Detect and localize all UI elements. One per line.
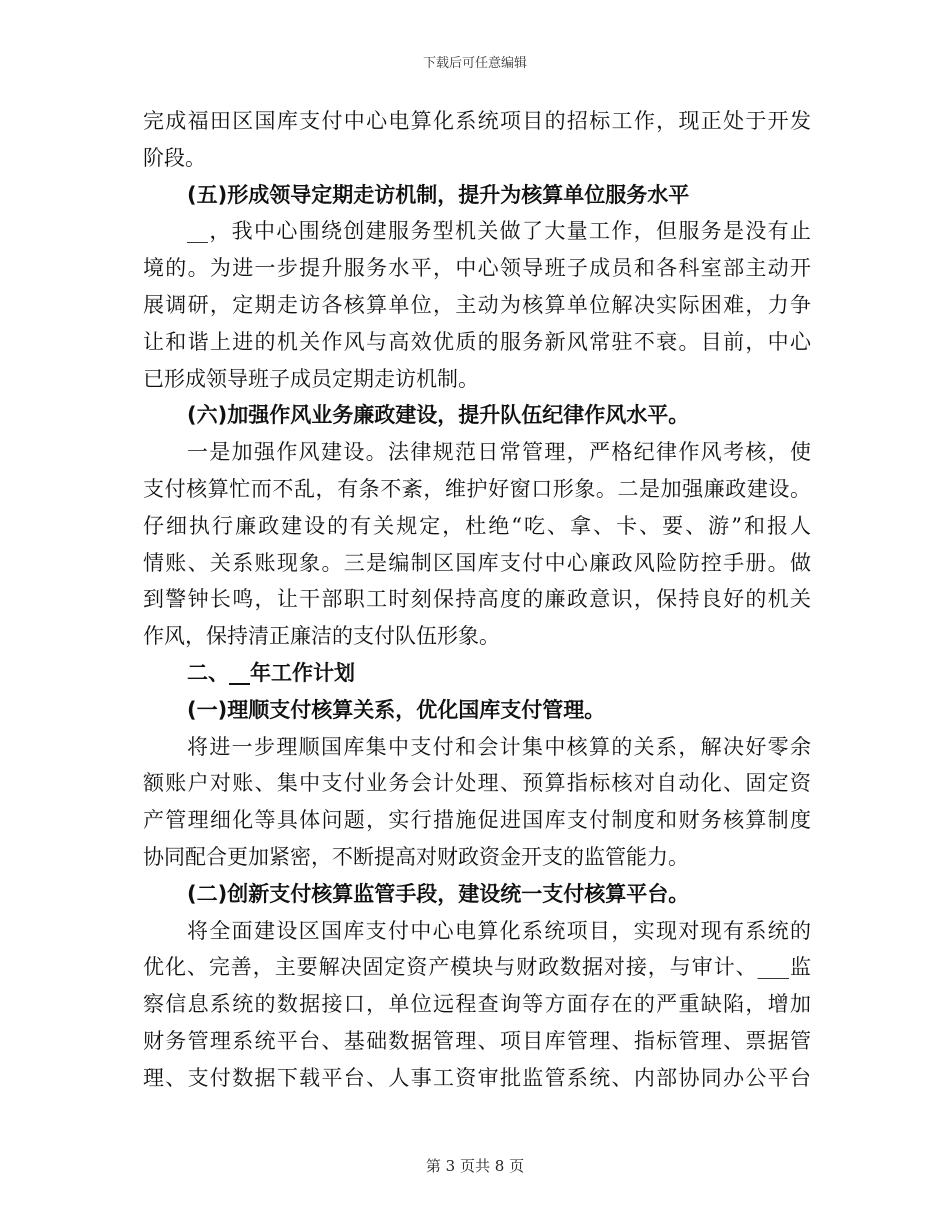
page-header: 下载后可任意编辑 bbox=[422, 56, 527, 71]
section-heading: (一)理顺支付核算关系，优化国库支付管理。 bbox=[187, 697, 606, 722]
body-line: 将全面建设区国库支付中心电算化系统项目，实现对现有系统的 bbox=[187, 918, 811, 943]
body-line: 阶段。 bbox=[143, 145, 206, 170]
document-body bbox=[143, 103, 811, 1097]
section-heading: 二、__年工作计划 bbox=[187, 660, 355, 685]
body-line: 情账、关系账现象。三是编制区国库支付中心廉政风险防控手册。做 bbox=[143, 550, 811, 575]
body-line: 已形成领导班子成员定期走访机制。 bbox=[143, 366, 479, 391]
section-heading: (五)形成领导定期走访机制，提升为核算单位服务水平 bbox=[187, 182, 690, 207]
body-line: 境的。为进一步提升服务水平，中心领导班子成员和各科室部主动开 bbox=[143, 256, 811, 281]
section-heading: (二)创新支付核算监管手段，建设统一支付核算平台。 bbox=[187, 881, 690, 906]
page-footer: 第 3 页共 8 页 bbox=[425, 1157, 525, 1175]
section-heading: (六)加强作风业务廉政建设，提升队伍纪律作风水平。 bbox=[187, 403, 690, 428]
body-line: 完成福田区国库支付中心电算化系统项目的招标工作，现正处于开发 bbox=[143, 109, 811, 133]
body-line: 作风，保持清正廉洁的支付队伍形象。 bbox=[143, 624, 500, 649]
body-line: 理、支付数据下载平台、人事工资审批监管系统、内部协同办公平台 bbox=[143, 1065, 811, 1090]
body-line: 将进一步理顺国库集中支付和会计集中核算的关系，解决好零余 bbox=[187, 734, 811, 759]
body-line: 察信息系统的数据接口，单位远程查询等方面存在的严重缺陷，增加 bbox=[143, 992, 811, 1017]
body-line: 额账户对账、集中支付业务会计处理、预算指标核对自动化、固定资 bbox=[143, 771, 811, 796]
body-line: 支付核算忙而不乱，有条不紊，维护好窗口形象。二是加强廉政建设。 bbox=[143, 476, 811, 501]
body-line: __，我中心围绕创建服务型机关做了大量工作，但服务是没有止 bbox=[187, 219, 811, 244]
body-line: 财务管理系统平台、基础数据管理、项目库管理、指标管理、票据管 bbox=[143, 1028, 811, 1053]
body-line: 让和谐上进的机关作风与高效优质的服务新风常驻不衰。目前，中心 bbox=[143, 329, 811, 354]
body-line: 展调研，定期走访各核算单位，主动为核算单位解决实际困难，力争 bbox=[143, 292, 811, 317]
body-line: 一是加强作风建设。法律规范日常管理，严格纪律作风考核，使 bbox=[187, 440, 811, 465]
body-line: 优化、完善，主要解决固定资产模块与财政数据对接，与审计、___监 bbox=[143, 955, 811, 980]
body-line: 仔细执行廉政建设的有关规定，杜绝“吃、拿、卡、要、游”和报人 bbox=[143, 513, 811, 538]
body-line: 到警钟长鸣，让干部职工时刻保持高度的廉政意识，保持良好的机关 bbox=[143, 587, 811, 612]
body-line: 协同配合更加紧密，不断提高对财政资金开支的监管能力。 bbox=[143, 844, 689, 869]
body-line: 产管理细化等具体问题，实行措施促进国库支付制度和财务核算制度 bbox=[143, 808, 811, 833]
